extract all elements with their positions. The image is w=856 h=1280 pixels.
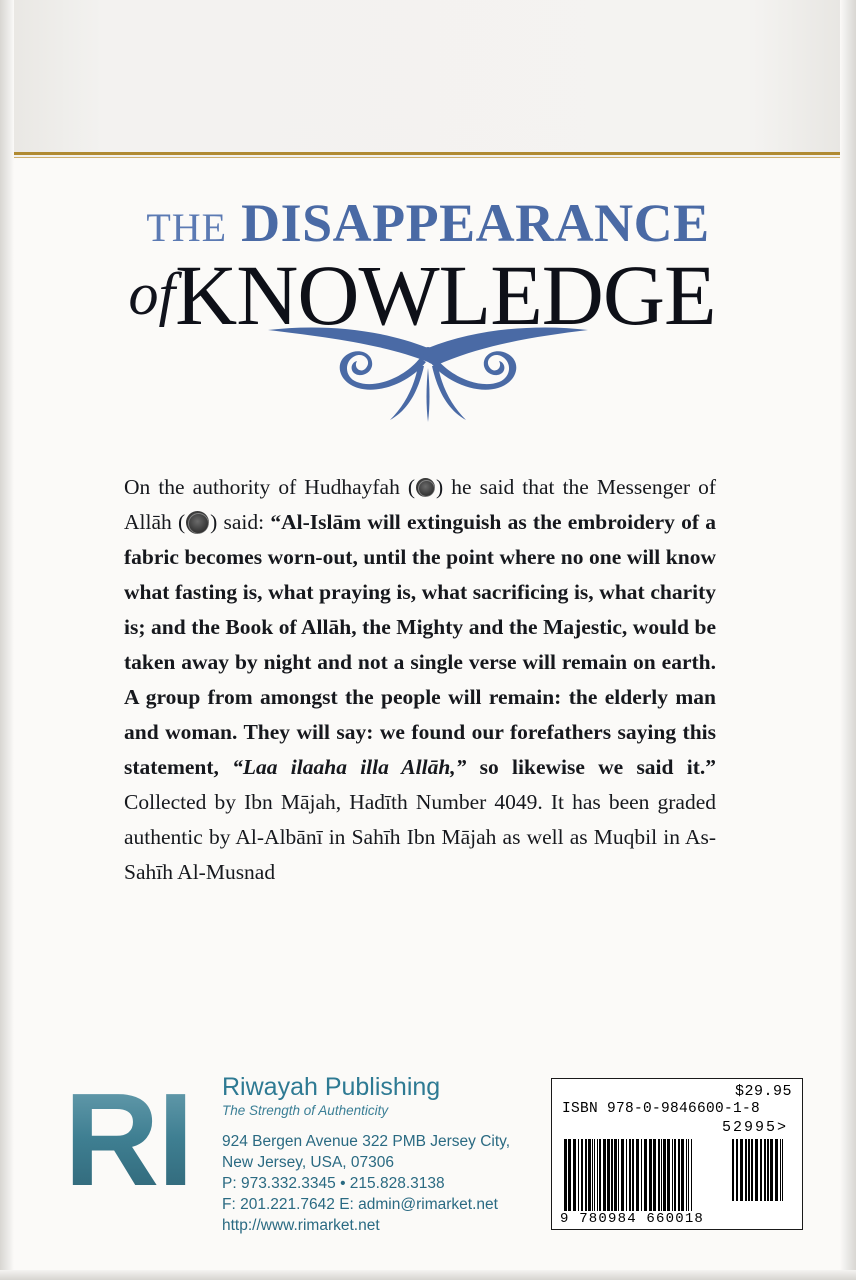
hadith-quote-open: “Al-Islām will extinguish as the embroidery of a fabric becomes worn-out, until the point where no one will know what fasting is, what praying is, what sacrificing is, what charity is; and the Book of Allāh, the Mighty and the Majestic, would be taken away by night and not a single verse will remain on earth. A group from amongst the people will remain: the elderly man and woman. They will say: we found our forefathers saying this statement, <box>124 510 716 779</box>
isbn-label: ISBN 978-0-9846600-1-8 <box>562 1101 761 1117</box>
hadith-quote-italic: “Laa ilaaha illa Allāh,” <box>232 755 467 779</box>
hadith-intro-b: ) he said that the Messenger of Allāh ( <box>124 475 716 534</box>
barcode-bars-main <box>564 1139 722 1211</box>
book-title <box>0 193 856 343</box>
barcode-ean-digits: 9 780984 660018 <box>560 1211 705 1227</box>
cover-bottom-edge-shadow <box>0 1270 856 1280</box>
gold-divider-rule <box>10 152 846 155</box>
price-label: $29.95 <box>734 1083 792 1100</box>
cover-left-edge-shadow <box>0 0 14 1280</box>
title-word-the: THE <box>146 205 228 250</box>
publisher-fax-email: F: 201.221.7642 E: admin@rimarket.net <box>222 1196 498 1213</box>
publisher-logo: RI <box>64 1070 204 1220</box>
cover-top-band-texture <box>0 0 856 152</box>
hadith-intro-c: ) said: <box>210 510 271 534</box>
publisher-phone: P: 973.332.3345 • 215.828.3138 <box>222 1175 445 1192</box>
salutation-seal-icon <box>186 511 209 534</box>
barcode-bars-addon <box>732 1139 792 1201</box>
title-line-one <box>0 193 856 253</box>
cover-top-band <box>0 0 856 152</box>
hadith-intro-a: On the authority of Hudhayfah ( <box>124 475 416 499</box>
cover-right-edge-shadow <box>840 0 856 1280</box>
barcode-addon-digits: 52995> <box>721 1119 788 1136</box>
publisher-address-line-1: 924 Bergen Avenue 322 PMB Jersey City, <box>222 1133 511 1150</box>
hadith-quote-close: so likewise we said it.” <box>466 755 716 779</box>
publisher-contact-block <box>222 1131 532 1236</box>
hadith-paragraph <box>124 470 716 890</box>
publisher-name: Riwayah Publishing <box>222 1073 441 1101</box>
publisher-website[interactable]: http://www.rimarket.net <box>222 1217 380 1234</box>
decorative-flourish-ornament <box>0 322 856 432</box>
publisher-address-line-2: New Jersey, USA, 07306 <box>222 1154 395 1171</box>
publisher-info <box>222 1072 532 1236</box>
hadith-body-text <box>124 470 716 890</box>
publisher-tagline: The Strength of Authenticity <box>222 1103 389 1118</box>
hadith-reference: Collected by Ibn Mājah, Hadīth Number 4049. It has been graded authentic by Al-Albānī in Sahīh Ibn Mājah as well as Muqbil in As-Sahīh Al-Musnad <box>124 790 716 884</box>
title-word-disappearance: DISAPPEARANCE <box>241 193 710 253</box>
title-word-knowledge: KNOWLEDGE <box>175 247 716 343</box>
title-word-of: of <box>128 261 176 327</box>
isbn-barcode <box>551 1078 803 1230</box>
salutation-seal-icon <box>416 478 435 497</box>
